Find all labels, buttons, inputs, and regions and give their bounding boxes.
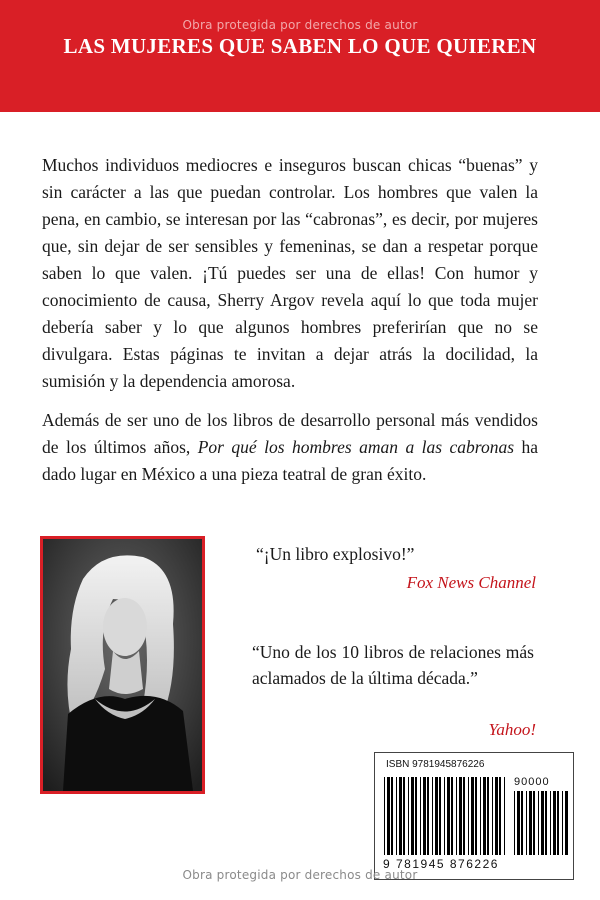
author-portrait-icon — [43, 539, 202, 791]
quote-1-source: Fox News Channel — [406, 573, 536, 592]
copyright-watermark-bottom: Obra protegida por derechos de autor — [182, 868, 418, 882]
isbn-digits: 9 781945 876226 — [383, 857, 499, 871]
paragraph-2-start: Además de ser uno de los libros de desarrollo personal más vendidos de los últimos años, — [42, 410, 538, 457]
isbn-barcode — [374, 752, 574, 880]
author-photo — [40, 536, 205, 794]
quote-2-source: Yahoo! — [488, 720, 536, 739]
description-paragraph-2 — [42, 407, 538, 488]
price-code: 90000 — [514, 776, 550, 788]
copyright-watermark-top: Obra protegida por derechos de autor — [182, 18, 418, 32]
paragraph-2-end: ha dado lugar en México a una pieza teatral de gran éxito. — [42, 437, 538, 484]
quote-2: “Uno de los 10 libros de relaciones más aclamados de la última década.” — [252, 642, 534, 688]
book-title-italic: Por qué los hombres aman a las cabronas — [197, 437, 515, 457]
back-cover-title: LAS MUJERES QUE SABEN LO QUE QUIEREN — [63, 34, 537, 58]
description-paragraph-1: Muchos individuos mediocres e inseguros buscan chicas “buenas” y sin carácter a las que puedan controlar. Los hombres que valen la pena, en cambio, se interesan por las “cabronas”, es decir, por mujeres que, sin dejar de ser sensibles y femeninas, se dan a respetar porque saben lo que valen. ¡Tú puedes ser una de ellas! Con humor y conocimiento de causa, Sherry Argov revela aquí lo que toda mujer debería saber y lo que algunos hombres preferirían que no se divulgara. Estas páginas te invitan a dejar atrás la docilidad, la sumisión y la dependencia amorosa. — [42, 155, 538, 391]
isbn-label: ISBN 9781945876226 — [386, 759, 485, 770]
quote-1: “¡Un libro explosivo!” — [256, 544, 415, 564]
